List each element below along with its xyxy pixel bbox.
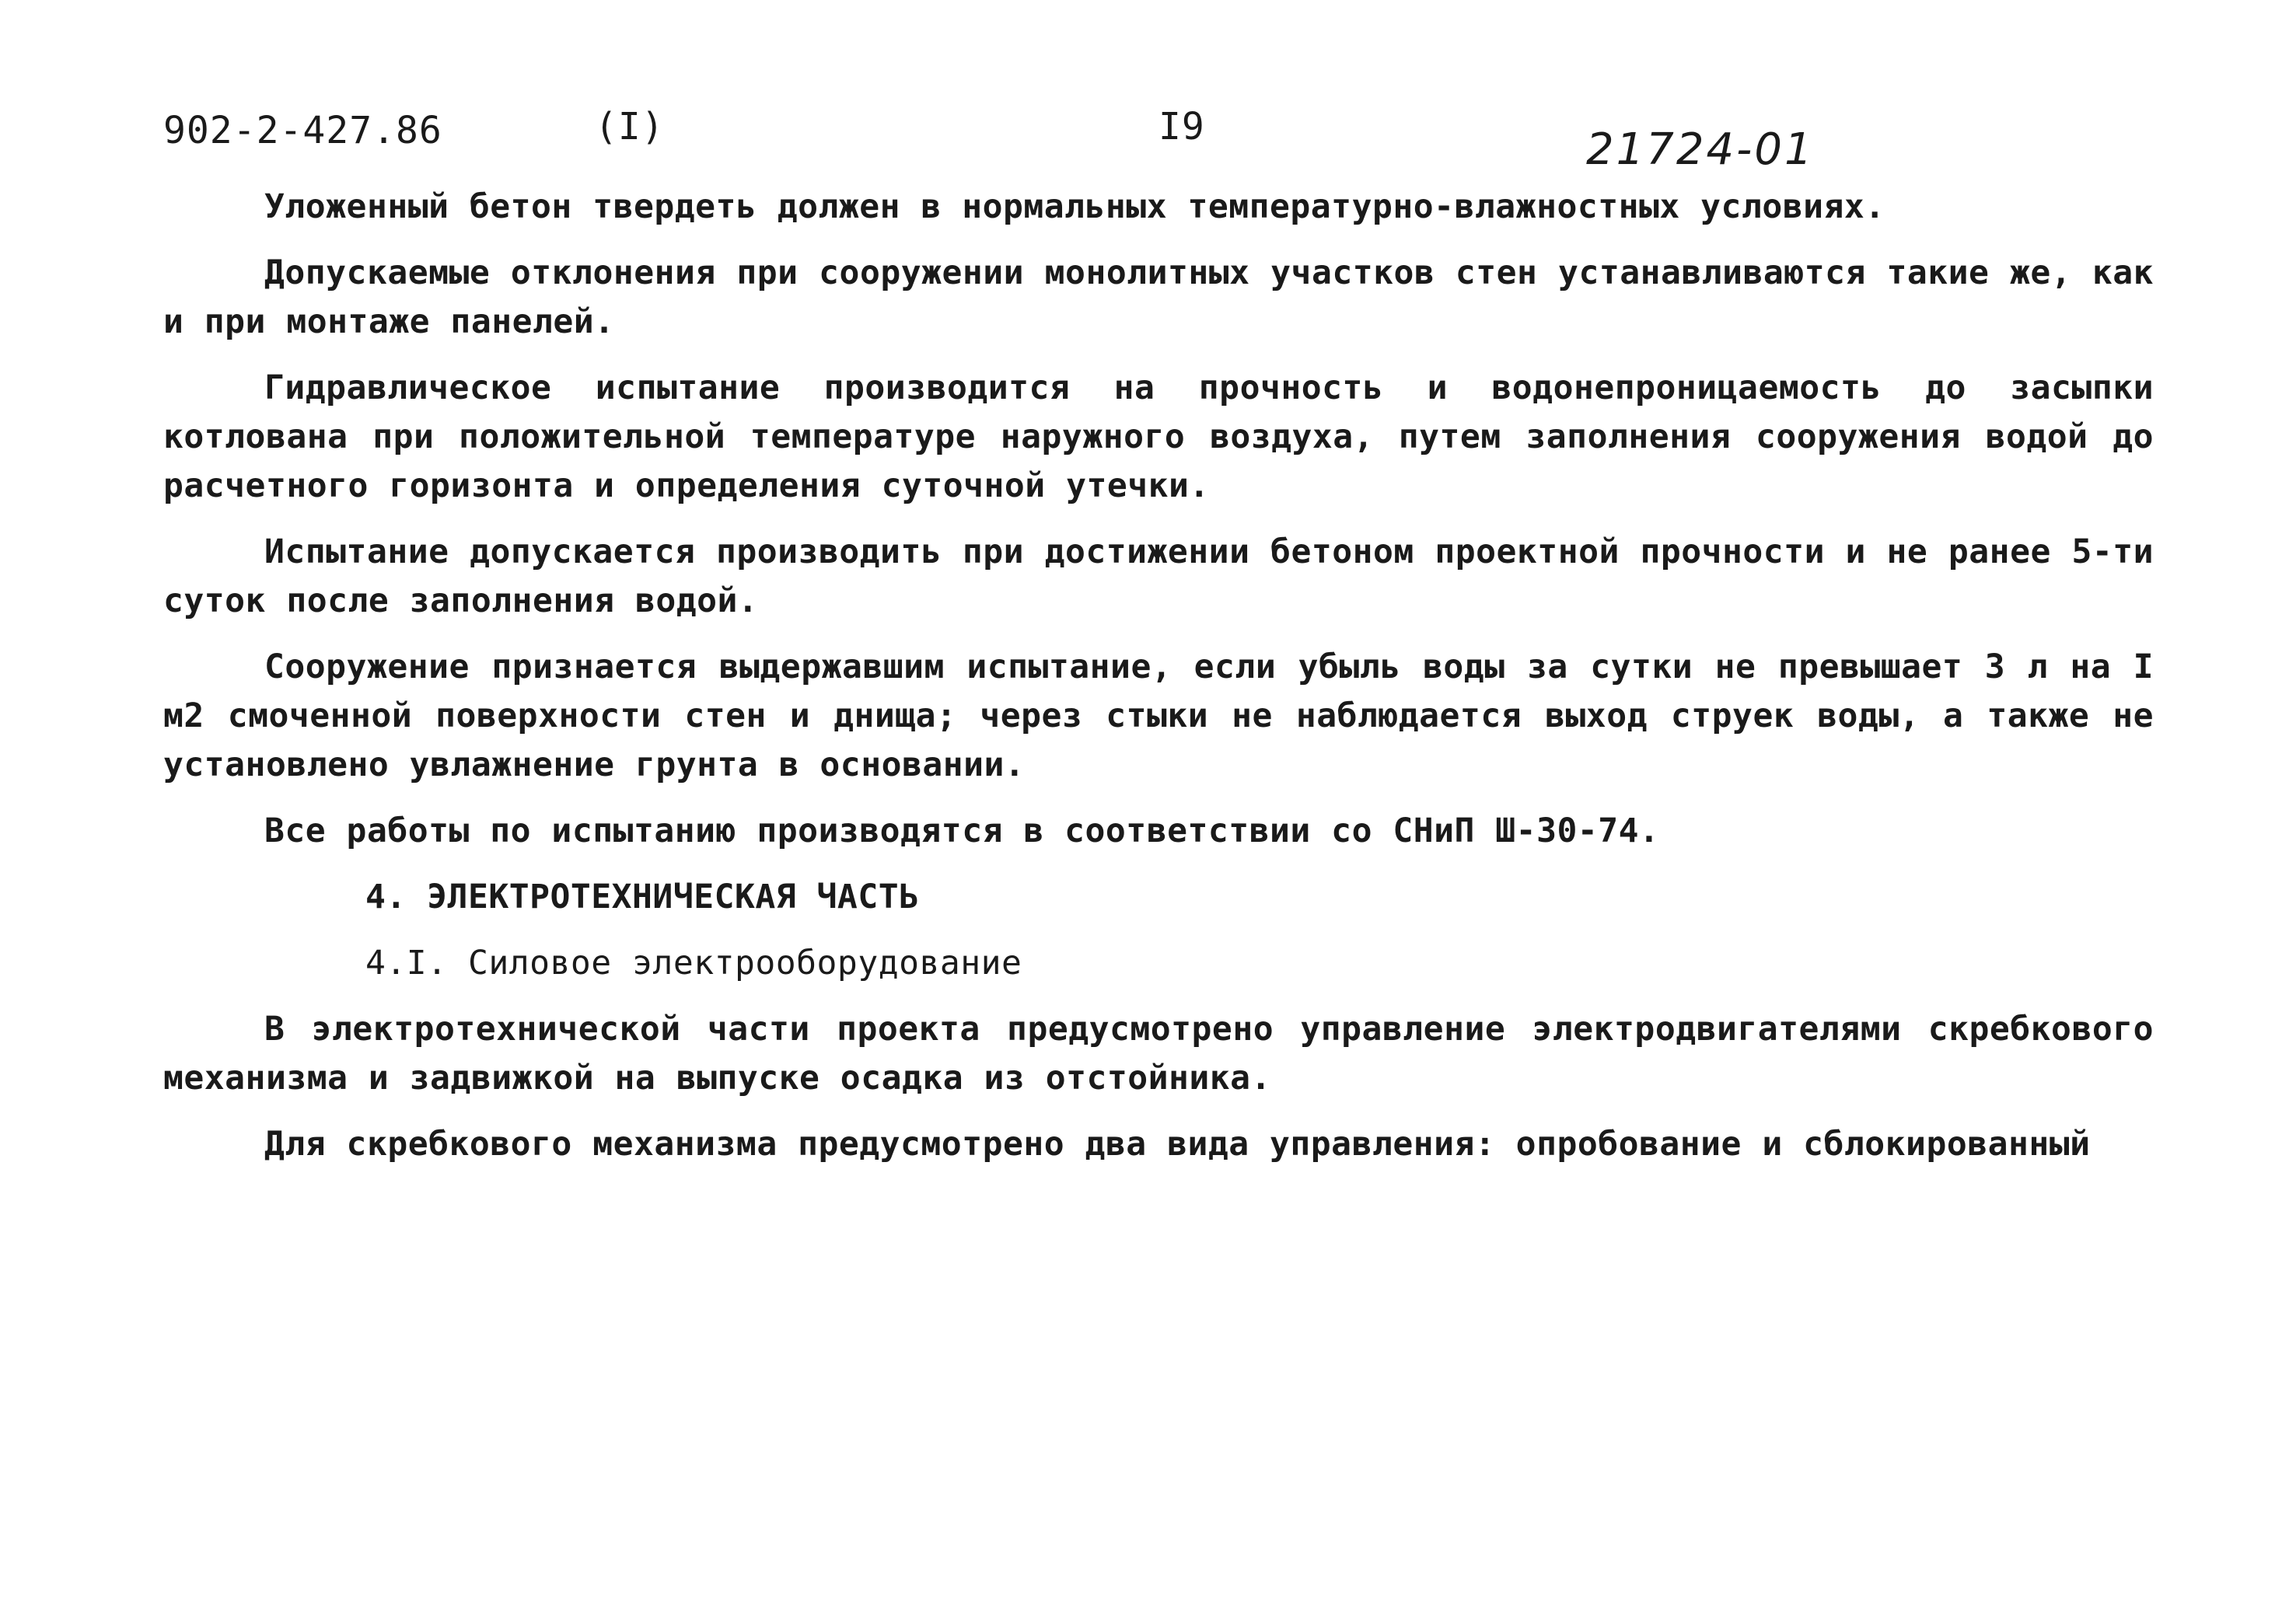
section-title [163,873,2154,922]
paragraph-control-modes: Для скребкового механизма предусмотрено два вида управления: опробование и сблокированный [264,1125,2091,1164]
document-body [163,183,2154,1186]
subsection-title [163,939,2154,988]
paragraph-hydraulic-test: Гидравлическое испытание производится на прочность и водонепроницаемость до засыпки котлована при положительной температуре наружного воздуха, путем заполнения сооружения водой до расчетного горизонта и определения суточной утечки. [163,368,2154,505]
section-title-text: 4. ЭЛЕКТРОТЕХНИЧЕСКАЯ ЧАСТЬ [365,878,920,916]
volume-number: (I) [595,105,665,148]
paragraph-tolerances: Допускаемые отклонения при сооружении монолитных участков стен устанавливаются такие же, как и при монтаже панелей. [163,253,2154,341]
handwritten-inventory-number: 21724-01 [1586,124,1815,175]
subsection-title-text: 4.I. Силовое электрооборудование [365,944,1022,983]
paragraph-concrete-curing: Уложенный бетон твердеть должен в нормальных температурно-влажностных условиях. [264,187,1885,226]
page-number: I9 [1158,105,1205,148]
paragraph-test-conditions: Испытание допускается производить при достижении бетоном проектной прочности и не ранее 5-ти суток после заполнения водой. [163,532,2154,620]
document-code: 902-2-427.86 [163,109,442,152]
paragraph-test-criteria: Сооружение признается выдержавшим испытание, если убыль воды за сутки не превышает 3 л на I м2 смоченной поверхности стен и днища; через стыки не наблюдается выход струек воды, а также не установлено увлажнение грунта в основании. [163,647,2154,784]
paragraph-snip-reference: Все работы по испытанию производятся в соответствии со СНиП Ш-30-74. [264,811,1660,850]
paragraph-electrical-control: В электротехнической части проекта предусмотрено управление электродвигателями скребкового механизма и задвижкой на выпуске осадка из отстойника. [163,1010,2154,1098]
